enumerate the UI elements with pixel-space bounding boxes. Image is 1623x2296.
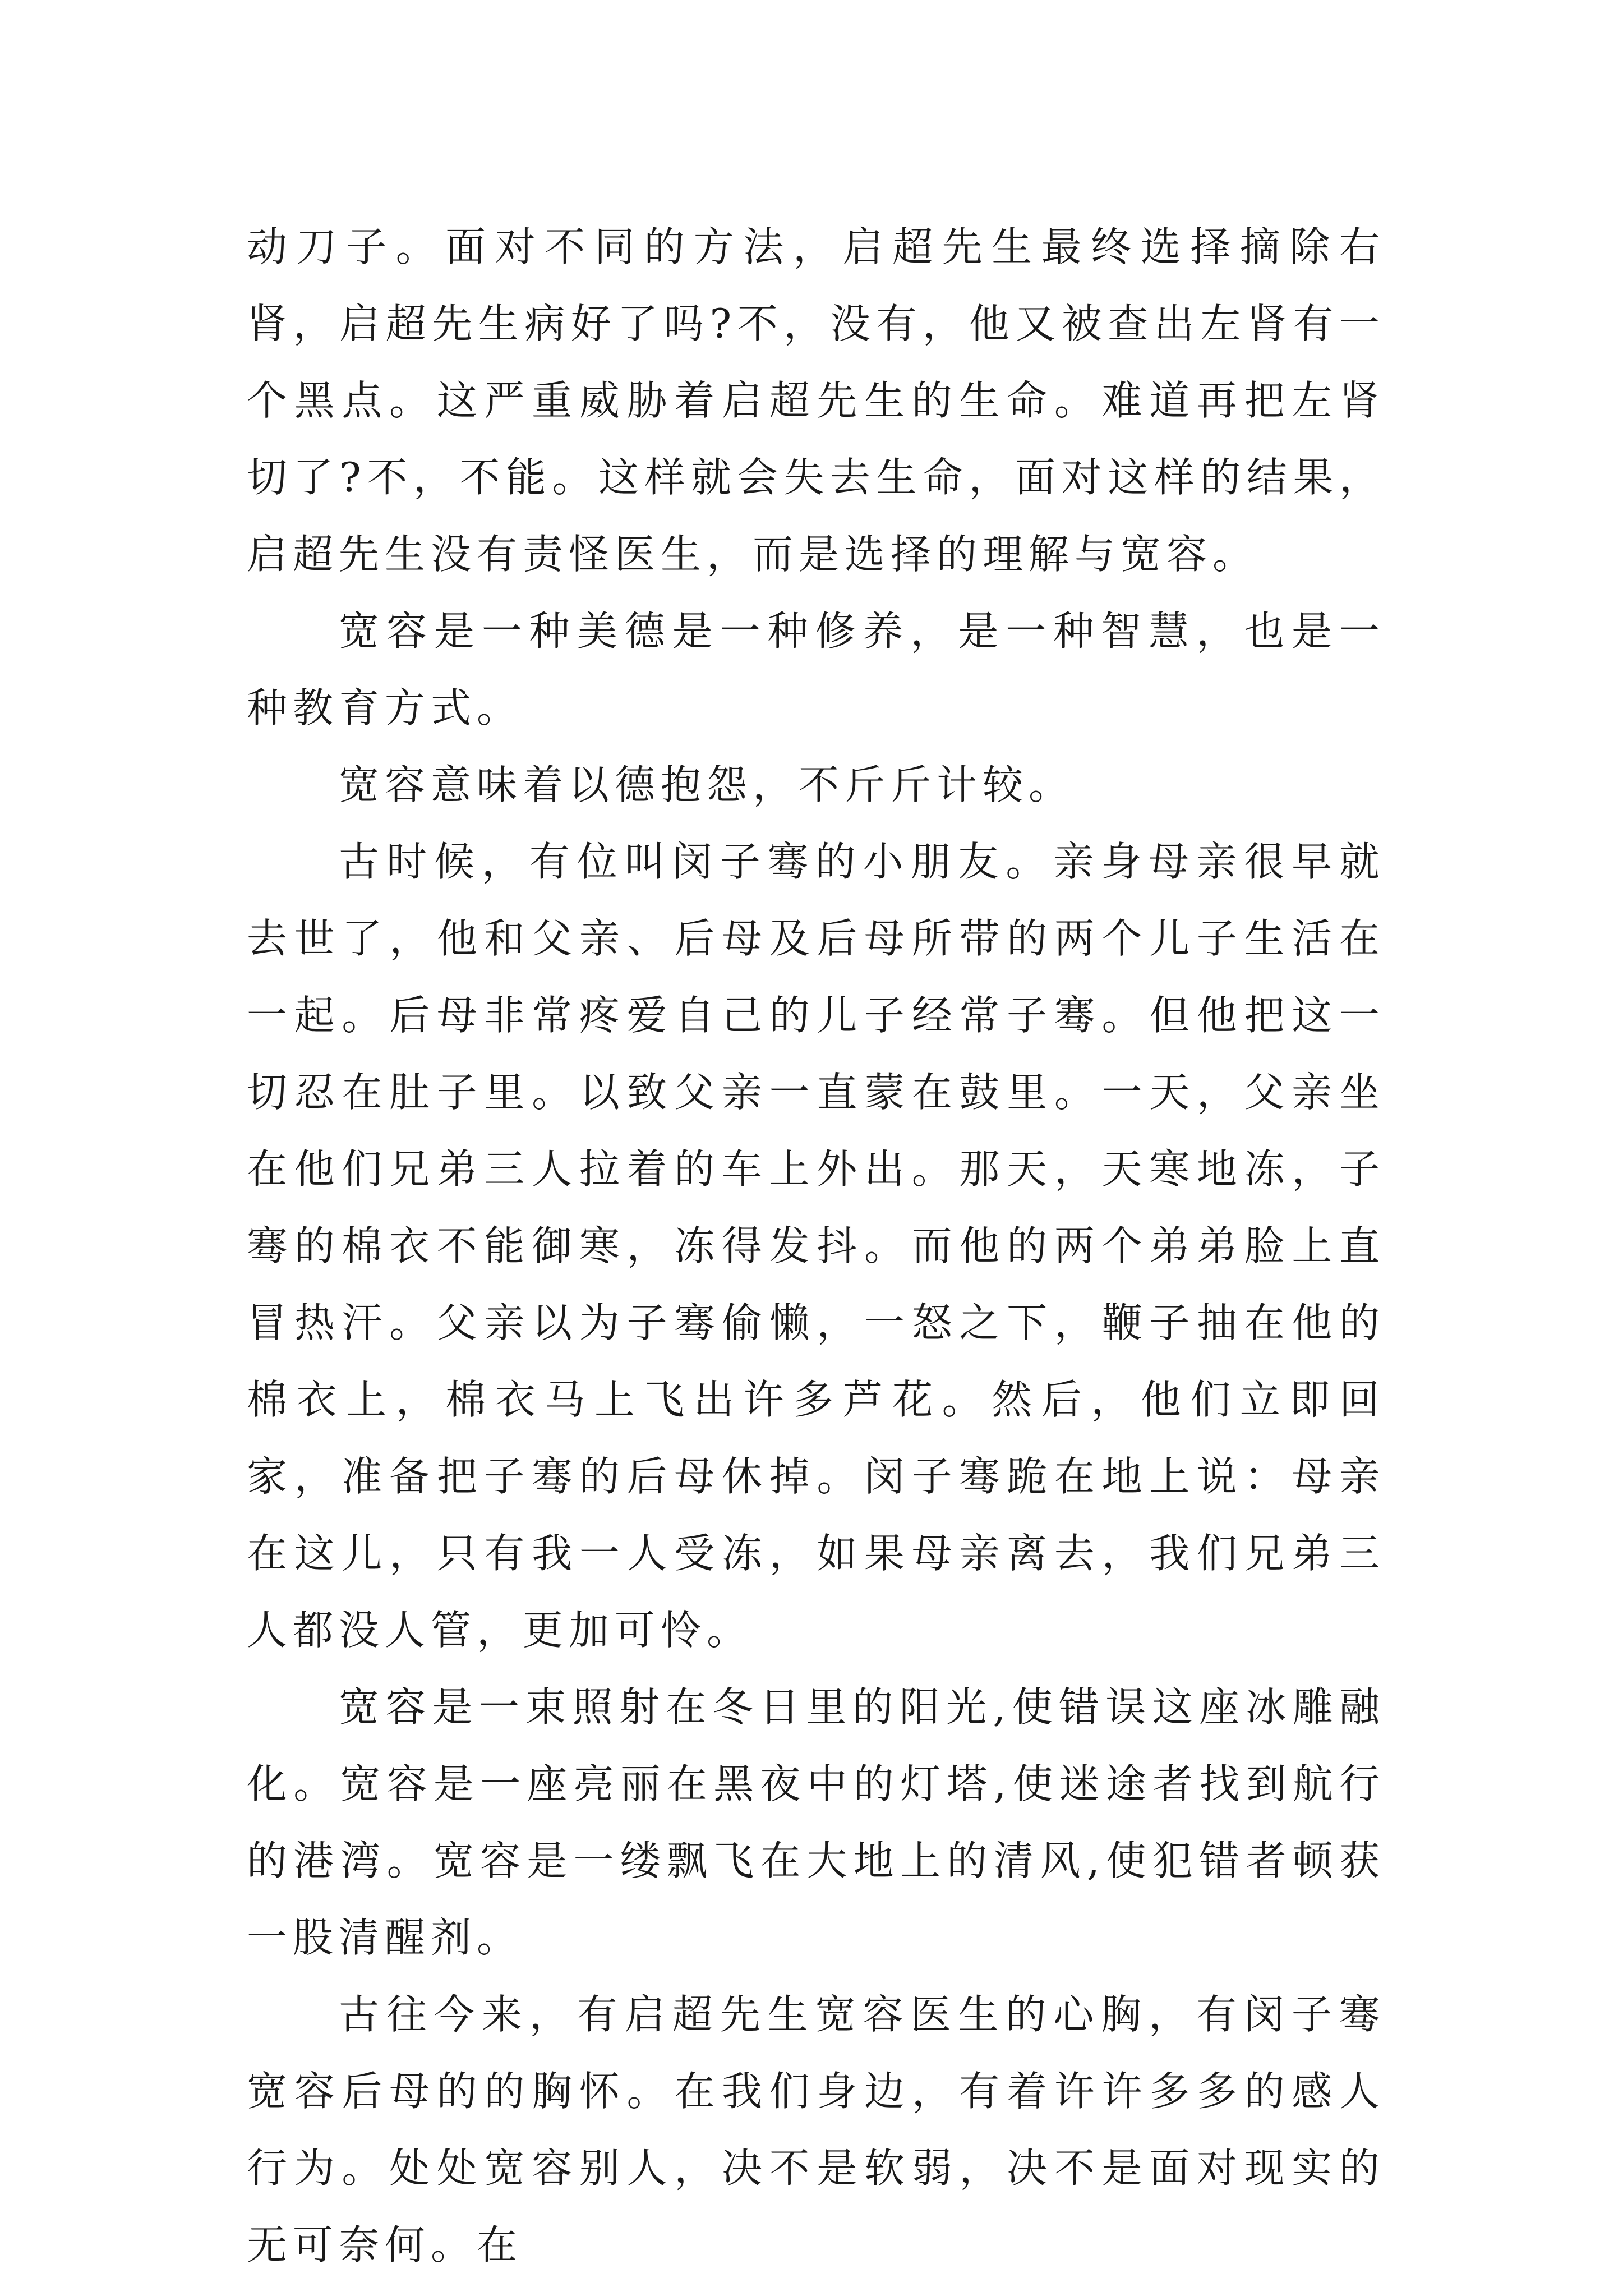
paragraph-1: 动刀子。面对不同的方法，启超先生最终选择摘除右肾，启超先生病好了吗?不，没有，他又被查出左肾有一个黑点。这严重威胁着启超先生的生命。难道再把左肾切了?不，不能。这样就会失去生命，面对这样的结果，启超先生没有责怪医生，而是选择的理解与宽容。 <box>247 223 1385 578</box>
paragraph-4: 古时候，有位叫闵子骞的小朋友。亲身母亲很早就去世了，他和父亲、后母及后母所带的两个儿子生活在一起。后母非常疼爱自己的儿子经常子骞。但他把这一切忍在肚子里。以致父亲一直蒙在鼓里。一天，父亲坐在他们兄弟三人拉着的车上外出。那天，天寒地冻，子骞的棉衣不能御寒，冻得发抖。而他的两个弟弟脸上直冒热汗。父亲以为子骞偷懒，一怒之下，鞭子抽在他的棉衣上，棉衣马上飞出许多芦花。然后，他们立即回家，准备把子骞的后母休掉。闵子骞跪在地上说：母亲在这儿，只有我一人受冻，如果母亲离去，我们兄弟三人都没人管，更加可怜。 <box>247 838 1385 1654</box>
paragraph-2: 宽容是一种美德是一种修养，是一种智慧，也是一种教育方式。 <box>247 608 1385 731</box>
paragraph-6: 古往今来，有启超先生宽容医生的心胸，有闵子骞宽容后母的的胸怀。在我们身边，有着许许多多的感人行为。处处宽容别人，决不是软弱，决不是面对现实的无可奈何。在 <box>247 1991 1385 2269</box>
document-body <box>247 209 1385 2284</box>
paragraph-5: 宽容是一束照射在冬日里的阳光,使错误这座冰雕融化。宽容是一座亮丽在黑夜中的灯塔,使迷途者找到航行的港湾。宽容是一缕飘飞在大地上的清风,使犯错者顿获一股清醒剂。 <box>247 1683 1385 1961</box>
paragraph-3: 宽容意味着以德抱怨，不斤斤计较。 <box>339 761 1075 808</box>
